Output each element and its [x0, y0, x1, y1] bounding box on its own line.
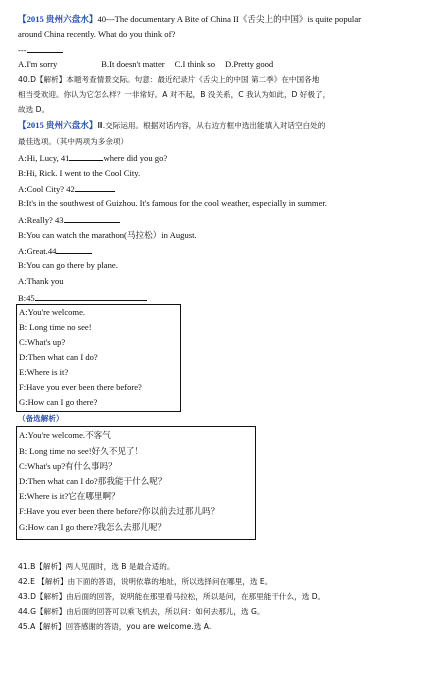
section3-instruction-line1	[18, 120, 325, 131]
dialogue-line-9: A:Thank you	[18, 276, 64, 286]
q40-options	[18, 59, 273, 70]
q40-stem-text: 40---The documentary A Bite of China II《舌尖上的中国》is quite popular	[97, 14, 361, 24]
section3-instruction-line2: 最佳选项。（其中两项为多余项）	[18, 137, 129, 146]
q40-stem-line2: around China recently. What do you think of?	[18, 29, 176, 39]
dialogue-text: A:Great.44	[18, 246, 57, 256]
options-cn-title: （备选解析）	[18, 414, 64, 423]
q40-option-d: D.Pretty good	[225, 59, 274, 69]
q40-blank	[27, 44, 63, 53]
q40-analysis-line3: 故选 D。	[18, 105, 50, 114]
option-g: G:How can I go there?	[19, 397, 98, 407]
dialogue-line-10	[18, 292, 147, 304]
q40-dash: ---	[18, 45, 27, 55]
dialogue-line-1	[18, 152, 167, 164]
dialogue-line-8: B:You can go there by plane.	[18, 260, 118, 270]
option-cn-g: G:How can I go there?我怎么去那儿呢？	[19, 522, 167, 532]
q40-analysis-line2: 相当受欢迎。你认为它怎么样？一非常好。A 对不起，B 没关系，C 我认为如此，D 好极了，	[18, 90, 331, 99]
dialogue-text: B:45	[18, 293, 35, 303]
dialogue-line-6: B:You can watch the marathon(马拉松）in August.	[18, 230, 197, 240]
q40-dash-line	[18, 44, 63, 56]
dialogue-text: A:Cool City? 42	[18, 184, 75, 194]
dialogue-line-3	[18, 183, 115, 195]
blank-45	[35, 292, 147, 301]
option-cn-f: F:Have you ever been there before?你以前去过那儿吗？	[19, 506, 220, 516]
dialogue-line-7	[18, 245, 92, 257]
q40-option-a: A.I'm sorry	[18, 59, 58, 69]
q40-source: 【2015 贵州六盘水】	[18, 14, 98, 24]
answer-43: 43.D【解析】由后面的回答，说明能在那里看马拉松，所以是问，在那里能干什么，选 D。	[18, 592, 326, 601]
blank-44	[56, 245, 92, 254]
option-b: B: Long time no see!	[19, 322, 92, 332]
option-cn-d: D:Then what can I do?那我能干什么呢？	[19, 476, 167, 486]
answer-44: 44.G【解析】由后面的回答可以乘飞机去，所以问：如何去那儿，选 G。	[18, 607, 265, 616]
dialogue-line-2: B:Hi, Rick. I went to the Cool City.	[18, 168, 141, 178]
dialogue-line-4: B:It's in the southwest of Guizhou. It's famous for the cool weather, especially in summer.	[18, 198, 327, 208]
option-e: E:Where is it?	[19, 367, 69, 377]
q40-stem-line1	[18, 14, 361, 25]
section3-instruction-text: Ⅲ.交际运用。根据对话内容，从右边方框中选出能填入对话空白处的	[97, 121, 326, 130]
dialogue-text: where did you go?	[103, 153, 168, 163]
answer-41: 41.B【解析】两人见面时，选 B 是最合适的。	[18, 562, 175, 571]
options-cn-box	[16, 426, 256, 540]
option-cn-b: B: Long time no see!好久不见了！	[19, 446, 144, 456]
option-a: A:You're welcome.	[19, 307, 86, 317]
dialogue-text: A:Really? 43	[18, 215, 64, 225]
blank-43	[64, 214, 120, 223]
option-f: F:Have you ever been there before?	[19, 382, 142, 392]
section3-source: 【2015 贵州六盘水】	[18, 120, 98, 130]
option-cn-c: C:What's up?有什么事吗？	[19, 461, 117, 471]
option-d: D:Then what can I do?	[19, 352, 98, 362]
options-box	[16, 304, 181, 412]
q40-option-b: B.It doesn't matter	[101, 59, 165, 69]
option-cn-a: A:You're welcome.不客气	[19, 430, 111, 440]
blank-42	[75, 183, 115, 192]
option-c: C:What's up?	[19, 337, 66, 347]
answer-45: 45.A【解析】回答感谢的答语，you are welcome.选 A.	[18, 622, 212, 631]
q40-analysis-line1: 40.D【解析】本题考查情景交际。句意：最近纪录片《舌尖上的中国 第二季》在中国各地	[18, 75, 320, 84]
answer-42: 42.E 【解析】由下面的答语，说明依靠的地址，所以选择问在哪里，选 E。	[18, 577, 273, 586]
blank-41	[69, 152, 103, 161]
dialogue-text: A:Hi, Lucy, 41	[18, 153, 70, 163]
option-cn-e: E:Where is it?它在哪里啊？	[19, 491, 120, 501]
q40-option-c: C.I think so	[174, 59, 215, 69]
dialogue-line-5	[18, 214, 120, 226]
